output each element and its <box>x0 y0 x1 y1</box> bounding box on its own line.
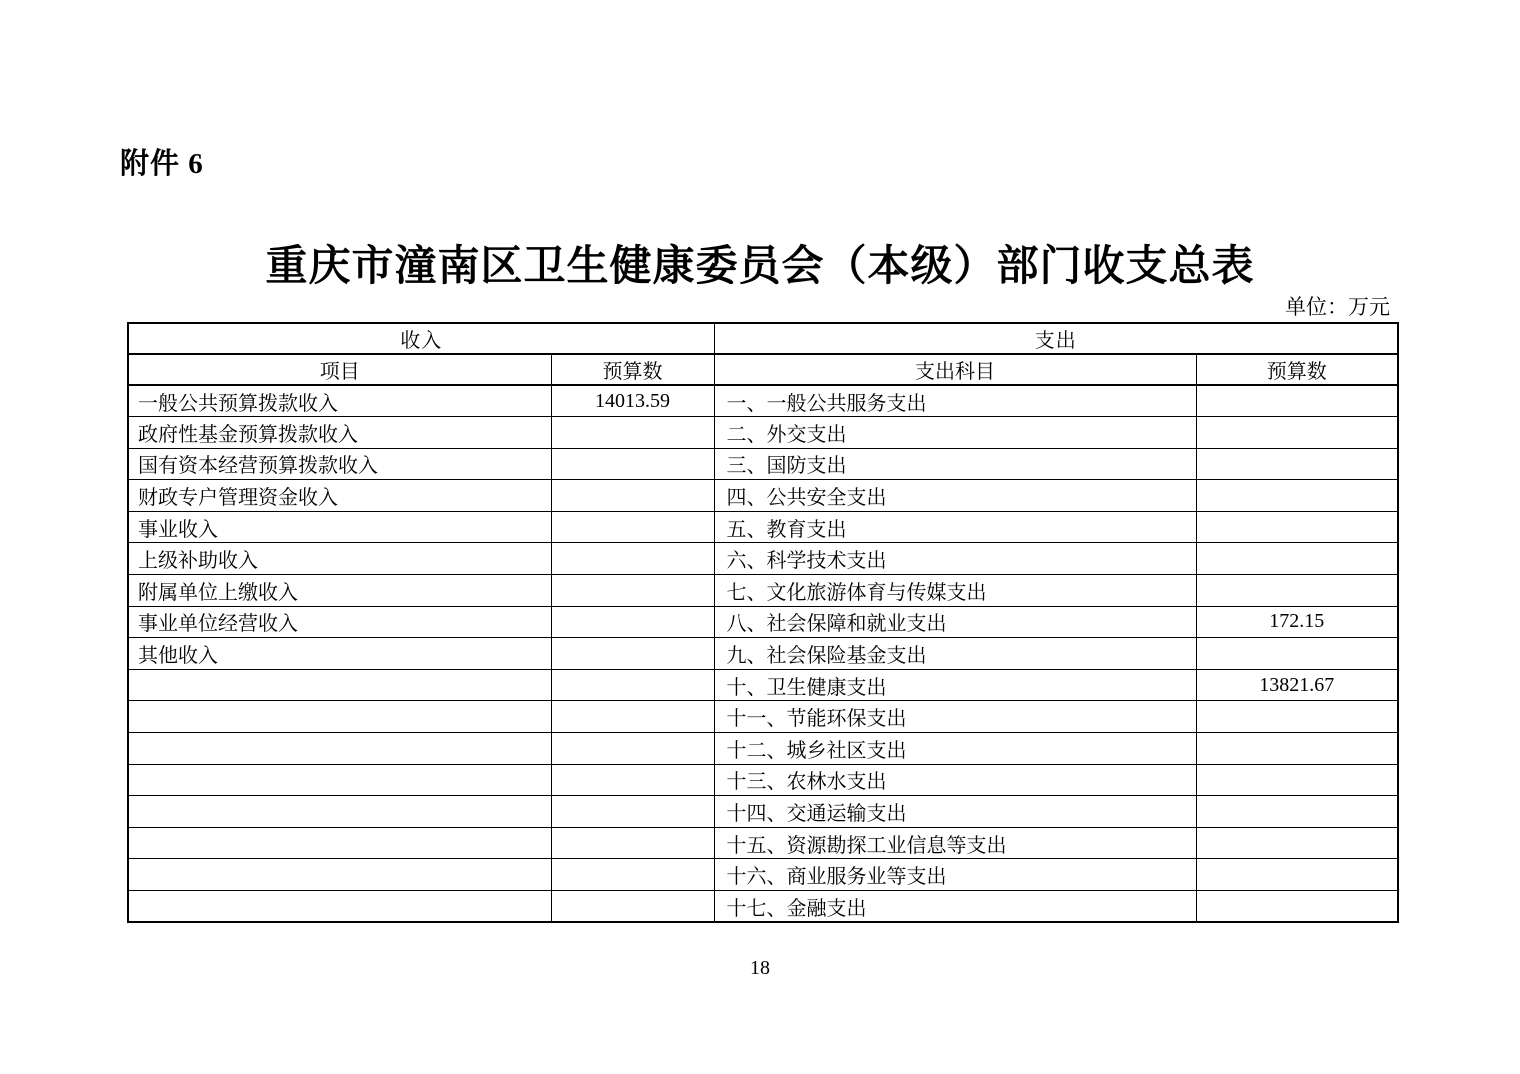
income-budget-cell <box>551 606 714 638</box>
expenditure-budget-cell <box>1196 733 1398 765</box>
income-item-cell <box>128 701 551 733</box>
expenditure-budget-cell <box>1196 448 1398 480</box>
expenditure-budget-cell <box>1196 480 1398 512</box>
income-item-cell <box>128 859 551 891</box>
expenditure-budget-cell <box>1196 385 1398 417</box>
expenditure-item-cell: 十、卫生健康支出 <box>714 669 1196 701</box>
attachment-label: 附件 6 <box>120 148 204 180</box>
expenditure-budget-cell <box>1196 891 1398 923</box>
table-row <box>128 669 1398 701</box>
expenditure-budget-cell <box>1196 764 1398 796</box>
expenditure-section-header: 支出 <box>714 323 1398 354</box>
table-row <box>128 859 1398 891</box>
income-budget-cell: 14013.59 <box>551 385 714 417</box>
table-row <box>128 480 1398 512</box>
income-section-header: 收入 <box>128 323 714 354</box>
budget-summary-table <box>127 322 1399 923</box>
income-budget-cell <box>551 669 714 701</box>
income-item-cell: 其他收入 <box>128 638 551 670</box>
expenditure-budget-cell <box>1196 417 1398 449</box>
expenditure-item-cell: 十一、节能环保支出 <box>714 701 1196 733</box>
income-item-cell <box>128 764 551 796</box>
income-item-cell: 事业收入 <box>128 511 551 543</box>
expenditure-item-cell: 六、科学技术支出 <box>714 543 1196 575</box>
expenditure-item-column-header: 支出科目 <box>714 354 1196 385</box>
expenditure-item-cell: 十六、商业服务业等支出 <box>714 859 1196 891</box>
income-item-column-header: 项目 <box>128 354 551 385</box>
expenditure-budget-cell <box>1196 575 1398 607</box>
expenditure-budget-cell: 13821.67 <box>1196 669 1398 701</box>
expenditure-item-cell: 十四、交通运输支出 <box>714 796 1196 828</box>
expenditure-item-cell: 五、教育支出 <box>714 511 1196 543</box>
expenditure-budget-cell: 172.15 <box>1196 606 1398 638</box>
table-row <box>128 796 1398 828</box>
income-budget-cell <box>551 796 714 828</box>
table-row <box>128 827 1398 859</box>
expenditure-item-cell: 四、公共安全支出 <box>714 480 1196 512</box>
section-header-row <box>128 323 1398 354</box>
income-budget-cell <box>551 575 714 607</box>
page-number: 18 <box>750 957 770 979</box>
expenditure-item-cell: 十二、城乡社区支出 <box>714 733 1196 765</box>
income-budget-cell <box>551 764 714 796</box>
table-row <box>128 417 1398 449</box>
unit-note: 单位：万元 <box>1285 295 1390 319</box>
income-budget-cell <box>551 891 714 923</box>
income-item-cell: 一般公共预算拨款收入 <box>128 385 551 417</box>
income-item-cell <box>128 669 551 701</box>
income-item-cell: 事业单位经营收入 <box>128 606 551 638</box>
table-row <box>128 701 1398 733</box>
table-row <box>128 575 1398 607</box>
table-row <box>128 638 1398 670</box>
income-item-cell: 上级补助收入 <box>128 543 551 575</box>
expenditure-item-cell: 八、社会保障和就业支出 <box>714 606 1196 638</box>
expenditure-budget-cell <box>1196 827 1398 859</box>
expenditure-budget-cell <box>1196 859 1398 891</box>
table-row <box>128 511 1398 543</box>
table-row <box>128 543 1398 575</box>
income-budget-cell <box>551 480 714 512</box>
expenditure-item-cell: 七、文化旅游体育与传媒支出 <box>714 575 1196 607</box>
income-budget-cell <box>551 733 714 765</box>
table-row <box>128 385 1398 417</box>
expenditure-item-cell: 九、社会保险基金支出 <box>714 638 1196 670</box>
expenditure-item-cell: 三、国防支出 <box>714 448 1196 480</box>
income-item-cell: 国有资本经营预算拨款收入 <box>128 448 551 480</box>
expenditure-item-cell: 二、外交支出 <box>714 417 1196 449</box>
table-row <box>128 733 1398 765</box>
expenditure-item-cell: 十五、资源勘探工业信息等支出 <box>714 827 1196 859</box>
income-item-cell: 财政专户管理资金收入 <box>128 480 551 512</box>
income-budget-cell <box>551 448 714 480</box>
column-header-row <box>128 354 1398 385</box>
income-item-cell <box>128 891 551 923</box>
table-row <box>128 891 1398 923</box>
table-row <box>128 448 1398 480</box>
expenditure-item-cell: 一、一般公共服务支出 <box>714 385 1196 417</box>
income-item-cell <box>128 733 551 765</box>
table-row <box>128 606 1398 638</box>
income-budget-cell <box>551 827 714 859</box>
income-item-cell: 附属单位上缴收入 <box>128 575 551 607</box>
expenditure-budget-cell <box>1196 701 1398 733</box>
table-body <box>128 385 1398 922</box>
income-item-cell: 政府性基金预算拨款收入 <box>128 417 551 449</box>
income-budget-cell <box>551 859 714 891</box>
table-row <box>128 764 1398 796</box>
expenditure-budget-cell <box>1196 796 1398 828</box>
expenditure-item-cell: 十三、农林水支出 <box>714 764 1196 796</box>
income-budget-cell <box>551 543 714 575</box>
income-item-cell <box>128 827 551 859</box>
income-budget-cell <box>551 701 714 733</box>
expenditure-budget-cell <box>1196 638 1398 670</box>
income-budget-column-header: 预算数 <box>551 354 714 385</box>
income-budget-cell <box>551 511 714 543</box>
page-title: 重庆市潼南区卫生健康委员会（本级）部门收支总表 <box>265 244 1255 290</box>
expenditure-budget-column-header: 预算数 <box>1196 354 1398 385</box>
expenditure-item-cell: 十七、金融支出 <box>714 891 1196 923</box>
income-item-cell <box>128 796 551 828</box>
expenditure-budget-cell <box>1196 511 1398 543</box>
income-budget-cell <box>551 638 714 670</box>
expenditure-budget-cell <box>1196 543 1398 575</box>
income-budget-cell <box>551 417 714 449</box>
